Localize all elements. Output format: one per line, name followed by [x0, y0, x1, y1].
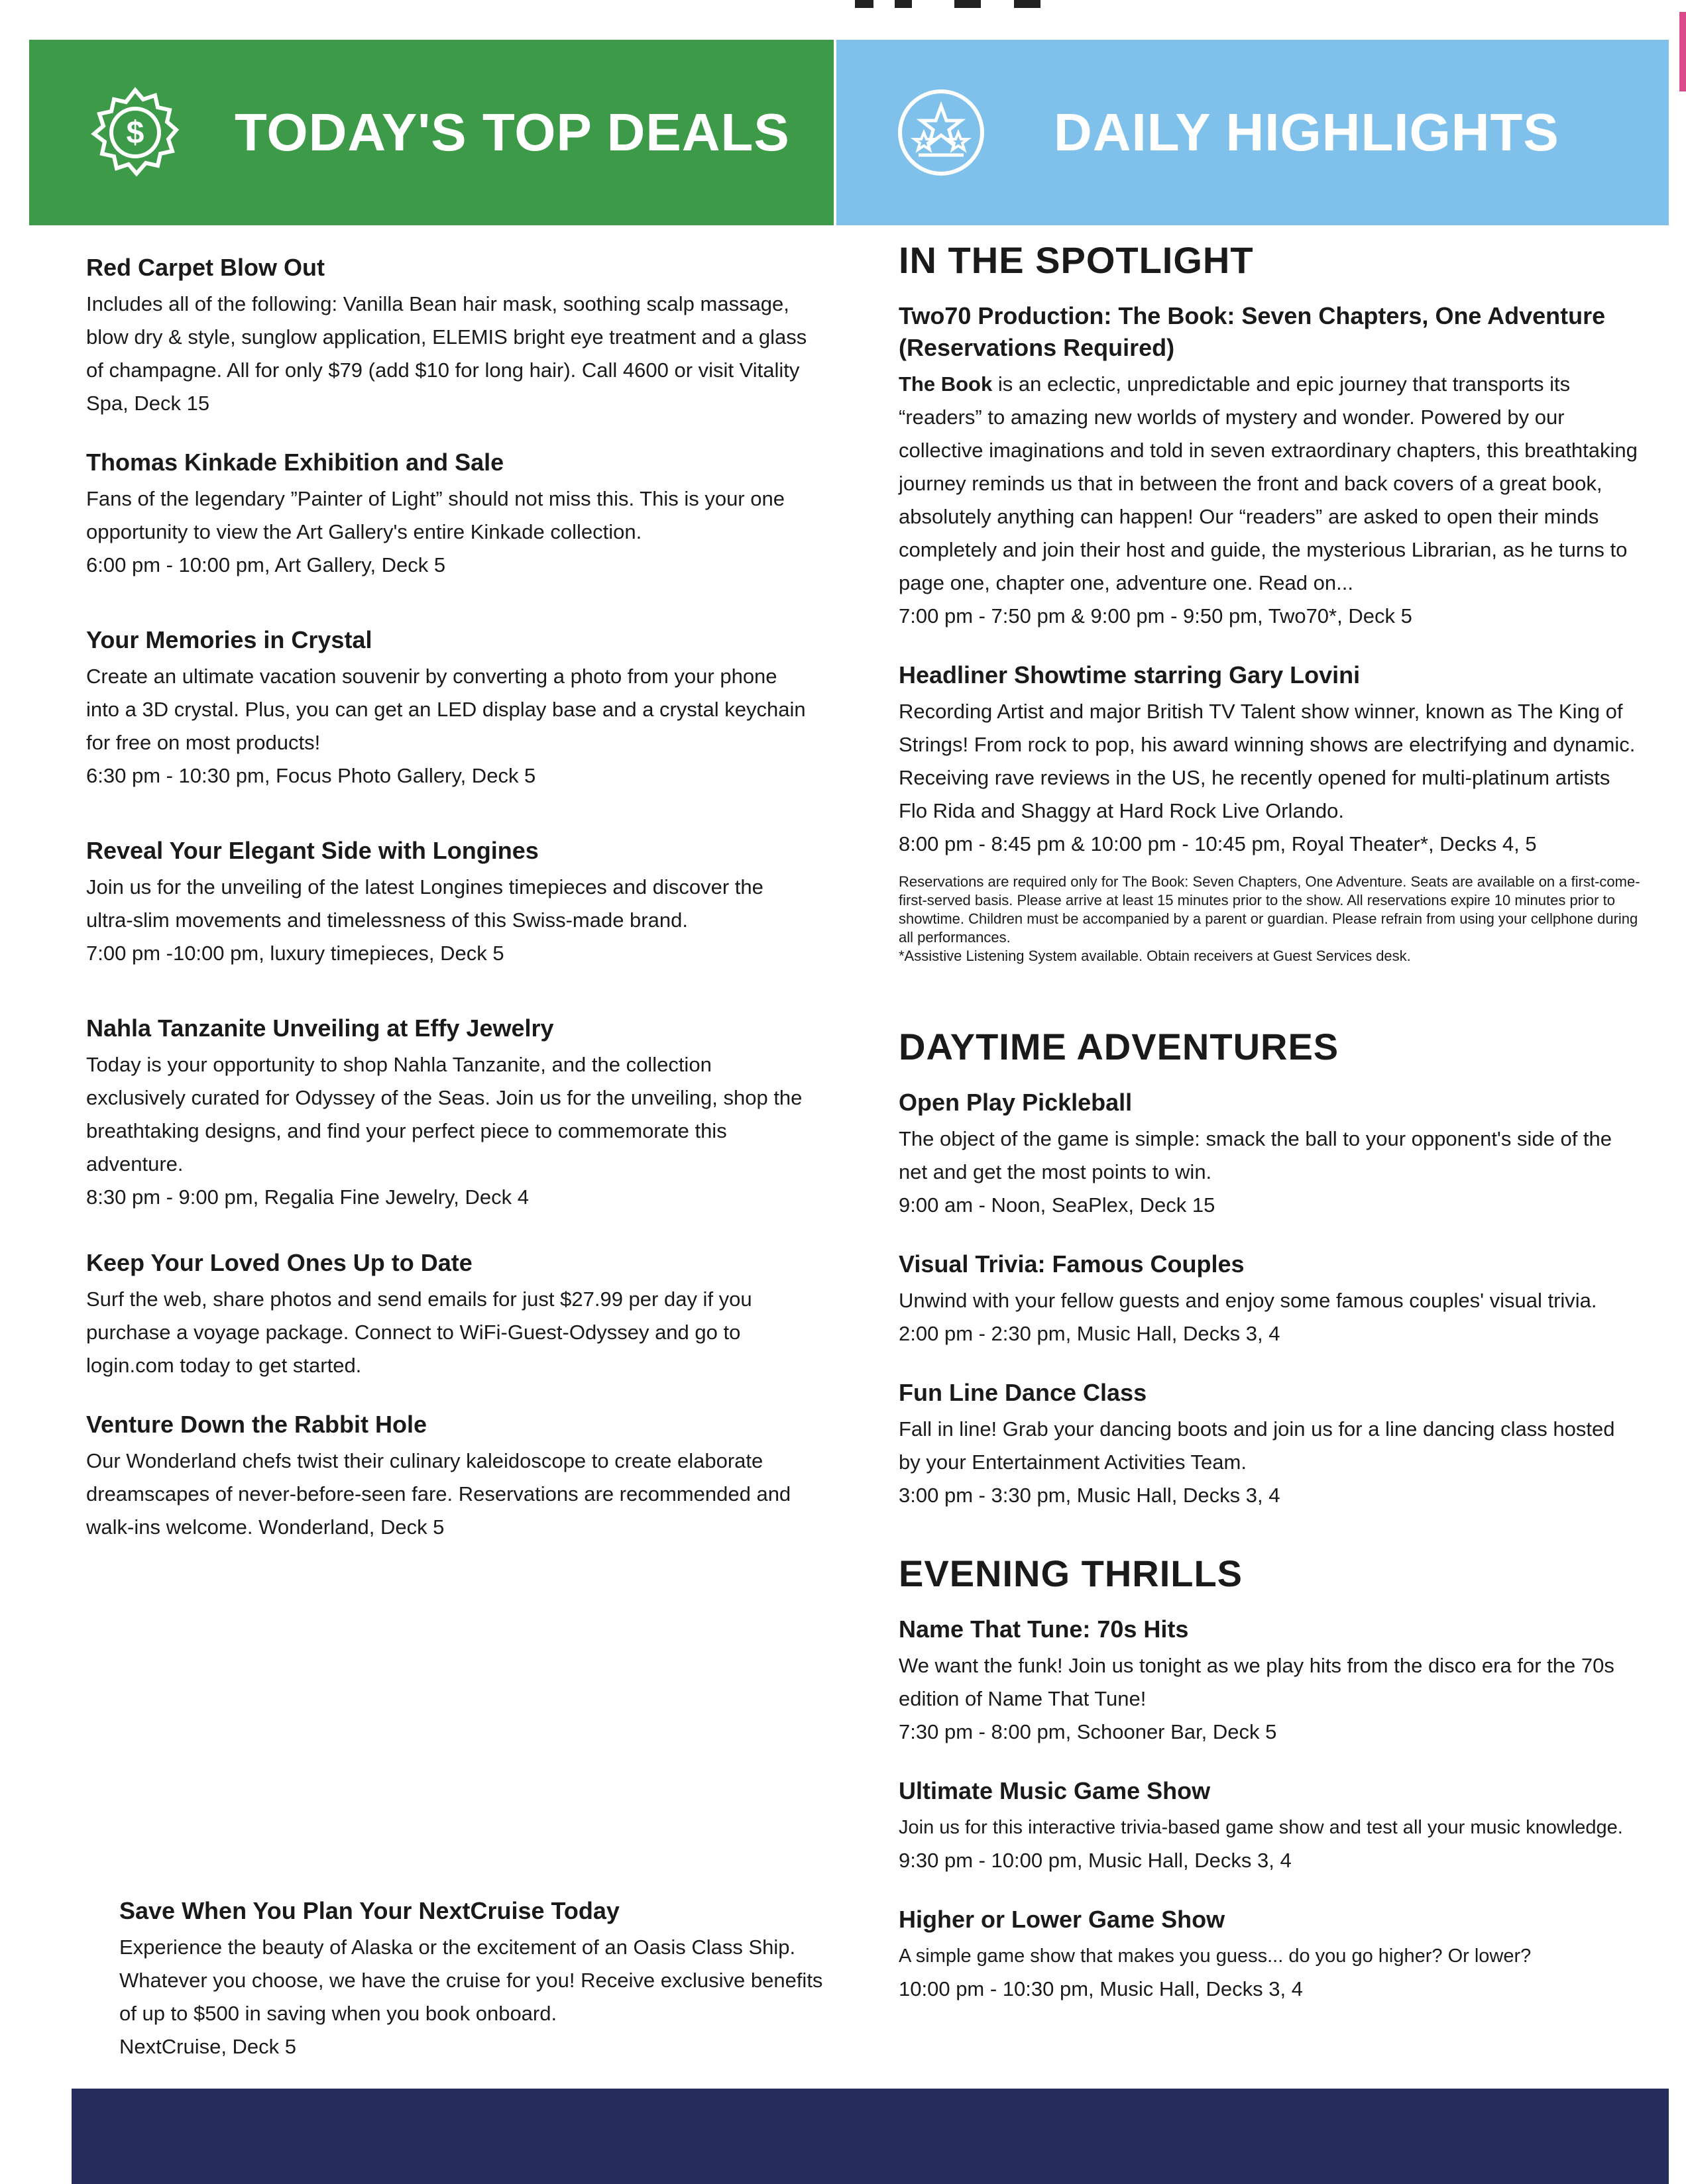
event-item — [899, 1775, 1641, 1877]
deal-title: Keep Your Loved Ones Up to Date — [86, 1249, 473, 1276]
highlights-banner — [836, 40, 1669, 225]
event-title: Headliner Showtime starring Gary Lovini — [899, 661, 1361, 688]
event-time: 3:00 pm - 3:30 pm, Music Hall, Decks 3, 4 — [899, 1484, 1280, 1507]
deal-time: 6:30 pm - 10:30 pm, Focus Photo Gallery, Deck 5 — [86, 764, 536, 787]
event-desc: A simple game show that makes you guess... do you go higher? Or lower? — [899, 1945, 1532, 1967]
reservation-notes — [899, 873, 1641, 965]
event-title: Higher or Lower Game Show — [899, 1906, 1225, 1933]
event-desc-text: is an eclectic, unpredictable and epic journey that transports its “readers” to amazing new worlds of mystery and wonder. Powered by our collective imaginations and told in seven extraordinary chapters, this breathtaking journey reminds us that in between the front and back covers of a great book, absolutely anything can happen! Our “readers” are asked to open their minds completely and join their host and guide, the mysterious Librarian, as he turns to page one, chapter one, adventure one. Read on... — [899, 372, 1638, 594]
event-title: Ultimate Music Game Show — [899, 1777, 1211, 1804]
reservation-note: Reservations are required only for The Book: Seven Chapters, One Adventure. Seats are available on a first-come-first-served basis. Please arrive at least 15 minutes prior to the show. All reservations expire 10 minutes prior to showtime. Children must be accompanied by a parent or guardian. Please refrain from using your cellphone during all performances. — [899, 873, 1640, 946]
event-time: 2:00 pm - 2:30 pm, Music Hall, Decks 3, 4 — [899, 1322, 1280, 1345]
event-time: 7:30 pm - 8:00 pm, Schooner Bar, Deck 5 — [899, 1720, 1277, 1743]
event-desc: Join us for this interactive trivia-based game show and test all your music knowledge. — [899, 1817, 1623, 1838]
assistive-note: *Assistive Listening System available. Obtain receivers at Guest Services desk. — [899, 948, 1411, 964]
event-lede: The Book — [899, 372, 993, 396]
deal-item — [119, 1895, 835, 2063]
nextcruise-deal — [119, 1895, 835, 2090]
event-item — [899, 1904, 1641, 2006]
svg-text:$: $ — [126, 115, 144, 150]
deals-column — [86, 252, 815, 1570]
page-edge-mark — [1679, 12, 1686, 91]
event-item — [899, 300, 1641, 633]
event-item — [899, 1087, 1641, 1222]
event-time: 7:00 pm - 7:50 pm & 9:00 pm - 9:50 pm, Two70*, Deck 5 — [899, 604, 1412, 628]
highlights-column — [899, 239, 1641, 2032]
event-desc: We want the funk! Join us tonight as we play hits from the disco era for the 70s edition of Name That Tune! — [899, 1654, 1614, 1710]
deal-item — [86, 835, 815, 970]
deal-title: Red Carpet Blow Out — [86, 254, 325, 281]
deal-desc: Surf the web, share photos and send emails for just $27.99 per day if you purchase a voyage package. Connect to WiFi-Guest-Odyssey and go to login.com today to get started. — [86, 1287, 752, 1377]
deal-desc: Today is your opportunity to shop Nahla Tanzanite, and the collection exclusively curated for Odyssey of the Seas. Join us for the unveiling, shop the breathtaking designs, and find your perfect piece to commemorate this adventure. — [86, 1053, 803, 1175]
deal-item — [86, 1409, 815, 1544]
deal-item — [86, 624, 815, 792]
evening-heading: EVENING THRILLS — [899, 1553, 1243, 1594]
deal-desc: Includes all of the following: Vanilla Bean hair mask, soothing scalp massage, blow dry & style, sunglow application, ELEMIS bright eye treatment and a glass of champagne. All for only $79 (add $10 for long hair). Call 4600 or visit Vitality Spa, Deck 15 — [86, 292, 807, 415]
deals-title: TODAY'S TOP DEALS — [235, 103, 790, 162]
deal-item — [86, 447, 815, 582]
event-title: Two70 Production: The Book: Seven Chapters, One Adventure (Reservations Required) — [899, 302, 1606, 361]
stars-badge-icon — [895, 86, 987, 179]
deal-item — [86, 1247, 815, 1382]
event-item — [899, 1613, 1641, 1749]
event-item — [899, 659, 1641, 861]
deal-desc: Fans of the legendary ”Painter of Light” should not miss this. This is your one opportunity to view the Art Gallery's entire Kinkade collection. — [86, 487, 785, 543]
event-desc — [899, 368, 1641, 600]
deal-time: NextCruise, Deck 5 — [119, 2035, 297, 2058]
event-title: Open Play Pickleball — [899, 1089, 1133, 1116]
deal-title: Reveal Your Elegant Side with Longines — [86, 837, 539, 864]
spotlight-heading: IN THE SPOTLIGHT — [899, 239, 1254, 281]
deal-item — [86, 1012, 815, 1214]
deal-item — [86, 252, 815, 420]
deal-title: Your Memories in Crystal — [86, 626, 372, 653]
dollar-badge-icon — [89, 86, 182, 179]
daytime-heading: DAYTIME ADVENTURES — [899, 1026, 1339, 1067]
event-desc: Recording Artist and major British TV Talent show winner, known as The King of Strings! From rock to pop, his award winning shows are electrifying and dynamic. Receiving rave reviews in the US, he recently opened for multi-platinum artists Flo Rida and Shaggy at Hard Rock Live Orlando. — [899, 700, 1636, 822]
deal-title: Thomas Kinkade Exhibition and Sale — [86, 449, 504, 476]
event-desc: Unwind with your fellow guests and enjoy some famous couples' visual trivia. — [899, 1289, 1597, 1312]
event-time: 9:00 am - Noon, SeaPlex, Deck 15 — [899, 1193, 1215, 1217]
deal-time: 7:00 pm -10:00 pm, luxury timepieces, Deck 5 — [86, 942, 504, 965]
deal-desc: Create an ultimate vacation souvenir by converting a photo from your phone into a 3D crystal. Plus, you can get an LED display base and a crystal keychain for free on most products! — [86, 665, 806, 754]
deal-title: Venture Down the Rabbit Hole — [86, 1411, 427, 1438]
deal-time: 8:30 pm - 9:00 pm, Regalia Fine Jewelry, Deck 4 — [86, 1185, 529, 1209]
deal-desc: Experience the beauty of Alaska or the excitement of an Oasis Class Ship. Whatever you choose, we have the cruise for you! Receive exclusive benefits of up to $500 in saving when you book onboard. — [119, 1936, 823, 2025]
event-item — [899, 1377, 1641, 1512]
event-title: Name That Tune: 70s Hits — [899, 1615, 1189, 1643]
event-time: 8:00 pm - 8:45 pm & 10:00 pm - 10:45 pm, Royal Theater*, Decks 4, 5 — [899, 832, 1537, 855]
event-item — [899, 1248, 1641, 1350]
deal-desc: Our Wonderland chefs twist their culinary kaleidoscope to create elaborate dreamscapes of never-before-seen fare. Reservations are recommended and walk-ins welcome. Wonderland, Deck 5 — [86, 1449, 791, 1539]
footer-bar — [72, 2089, 1669, 2184]
event-time: 9:30 pm - 10:00 pm, Music Hall, Decks 3, 4 — [899, 1849, 1292, 1872]
top-edge-marks — [855, 0, 1054, 9]
deals-banner — [29, 40, 834, 225]
deal-title: Save When You Plan Your NextCruise Today — [119, 1897, 620, 1924]
event-time: 10:00 pm - 10:30 pm, Music Hall, Decks 3, 4 — [899, 1977, 1303, 2000]
event-desc: The object of the game is simple: smack the ball to your opponent's side of the net and get the most points to win. — [899, 1127, 1612, 1183]
event-title: Fun Line Dance Class — [899, 1379, 1147, 1406]
event-title: Visual Trivia: Famous Couples — [899, 1250, 1245, 1278]
deal-time: 6:00 pm - 10:00 pm, Art Gallery, Deck 5 — [86, 553, 446, 576]
deal-title: Nahla Tanzanite Unveiling at Effy Jewelry — [86, 1014, 554, 1042]
highlights-title: DAILY HIGHLIGHTS — [1054, 103, 1559, 162]
deal-desc: Join us for the unveiling of the latest Longines timepieces and discover the ultra-slim movements and timelessness of this Swiss-made brand. — [86, 875, 763, 932]
event-desc: Fall in line! Grab your dancing boots and join us for a line dancing class hosted by your Entertainment Activities Team. — [899, 1417, 1615, 1474]
